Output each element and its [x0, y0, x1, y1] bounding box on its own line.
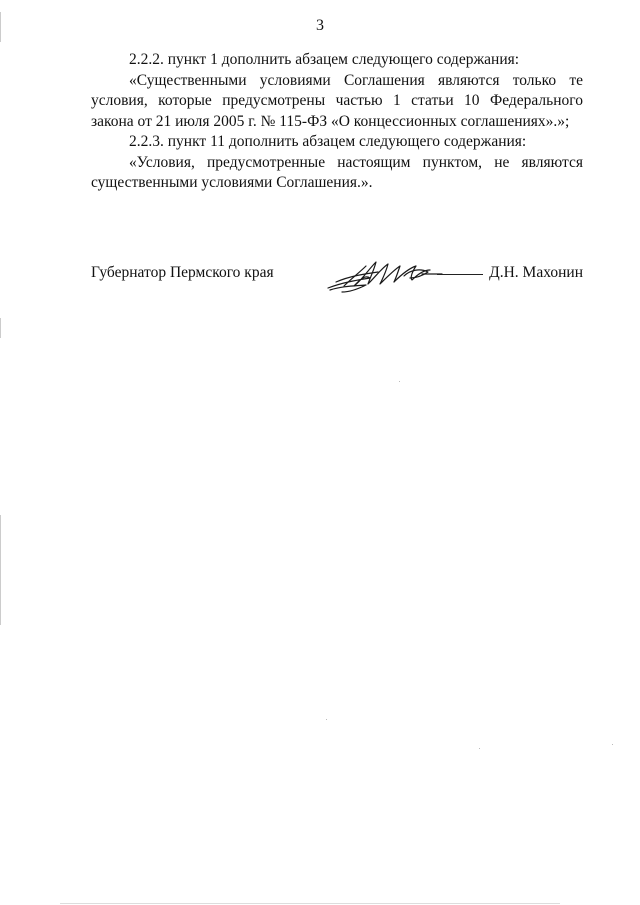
signatory-name: Д.Н. Махонин — [489, 264, 583, 281]
paragraph-2-2-2-text: «Существенными условиями Соглашения являются только те условия, которые предусмотрены частью 1 статьи 10 Федерального закона от 21 июля 2005 г. № 115-ФЗ «О концессионных соглашениях».»; — [91, 71, 583, 130]
signature-block — [91, 258, 583, 298]
paragraph-2-2-3-text: «Условия, предусмотренные настоящим пунктом, не являются существенными условиями Соглашения.». — [91, 153, 583, 191]
margin-artifact — [0, 12, 1, 42]
scan-edge — [60, 903, 560, 904]
signatory-title: Губернатор Пермского края — [91, 264, 274, 281]
signature-line — [437, 274, 483, 275]
scan-speck — [612, 744, 613, 745]
margin-artifact — [0, 515, 1, 625]
paragraph-2-2-2: 2.2.2. пункт 1 дополнить абзацем следующего содержания: — [129, 51, 520, 68]
margin-artifact — [0, 318, 1, 338]
page-number: 3 — [316, 17, 324, 34]
handwritten-signature — [324, 252, 444, 296]
scan-speck — [479, 748, 480, 749]
document-body — [91, 50, 583, 194]
paragraph-2-2-3: 2.2.3. пункт 11 дополнить абзацем следующего содержания: — [129, 133, 527, 150]
scan-speck — [326, 719, 327, 720]
scan-speck — [399, 381, 400, 382]
